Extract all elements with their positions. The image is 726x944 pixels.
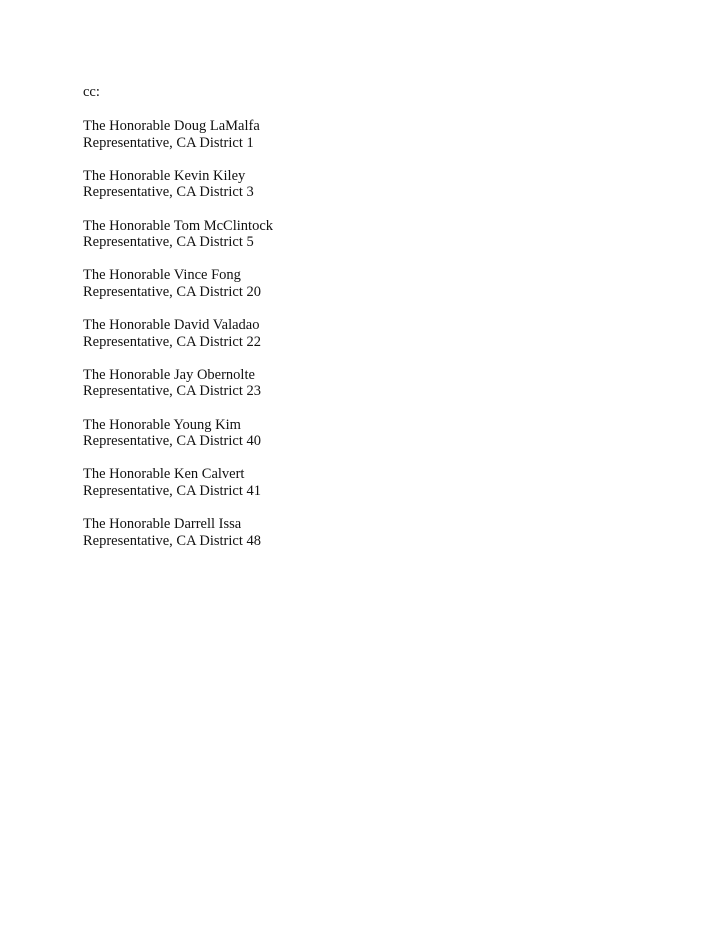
recipient-block bbox=[83, 367, 483, 417]
recipient-title: Representative, CA District 3 bbox=[83, 184, 254, 201]
recipient-name: The Honorable Young Kim bbox=[83, 416, 241, 433]
recipient-title: Representative, CA District 48 bbox=[83, 532, 261, 549]
recipient-title: Representative, CA District 40 bbox=[83, 433, 261, 450]
recipient-name: The Honorable Vince Fong bbox=[83, 267, 241, 284]
recipient-title: Representative, CA District 41 bbox=[83, 482, 261, 499]
recipient-name: The Honorable Tom McClintock bbox=[83, 217, 274, 234]
recipient-block bbox=[83, 118, 483, 168]
recipient-title: Representative, CA District 22 bbox=[83, 333, 261, 350]
recipient-list bbox=[83, 118, 483, 566]
recipient-block bbox=[83, 168, 483, 218]
recipient-name: The Honorable David Valadao bbox=[83, 317, 260, 333]
recipient-name: The Honorable Doug LaMalfa bbox=[83, 118, 260, 134]
recipient-name: The Honorable Kevin Kiley bbox=[83, 167, 246, 184]
recipient-block bbox=[83, 466, 483, 516]
recipient-block bbox=[83, 317, 483, 367]
recipient-block bbox=[83, 267, 483, 317]
recipient-title: Representative, CA District 5 bbox=[83, 234, 254, 251]
recipient-block bbox=[83, 417, 483, 467]
recipient-name: The Honorable Darrell Issa bbox=[83, 516, 242, 532]
recipient-block bbox=[83, 218, 483, 268]
recipient-name: The Honorable Ken Calvert bbox=[83, 466, 245, 483]
recipient-title: Representative, CA District 23 bbox=[83, 383, 261, 400]
recipient-block bbox=[83, 516, 483, 566]
recipient-title: Representative, CA District 1 bbox=[83, 134, 254, 151]
recipient-name: The Honorable Jay Obernolte bbox=[83, 366, 255, 383]
cc-label: cc: bbox=[83, 84, 100, 100]
recipient-title: Representative, CA District 20 bbox=[83, 283, 261, 300]
